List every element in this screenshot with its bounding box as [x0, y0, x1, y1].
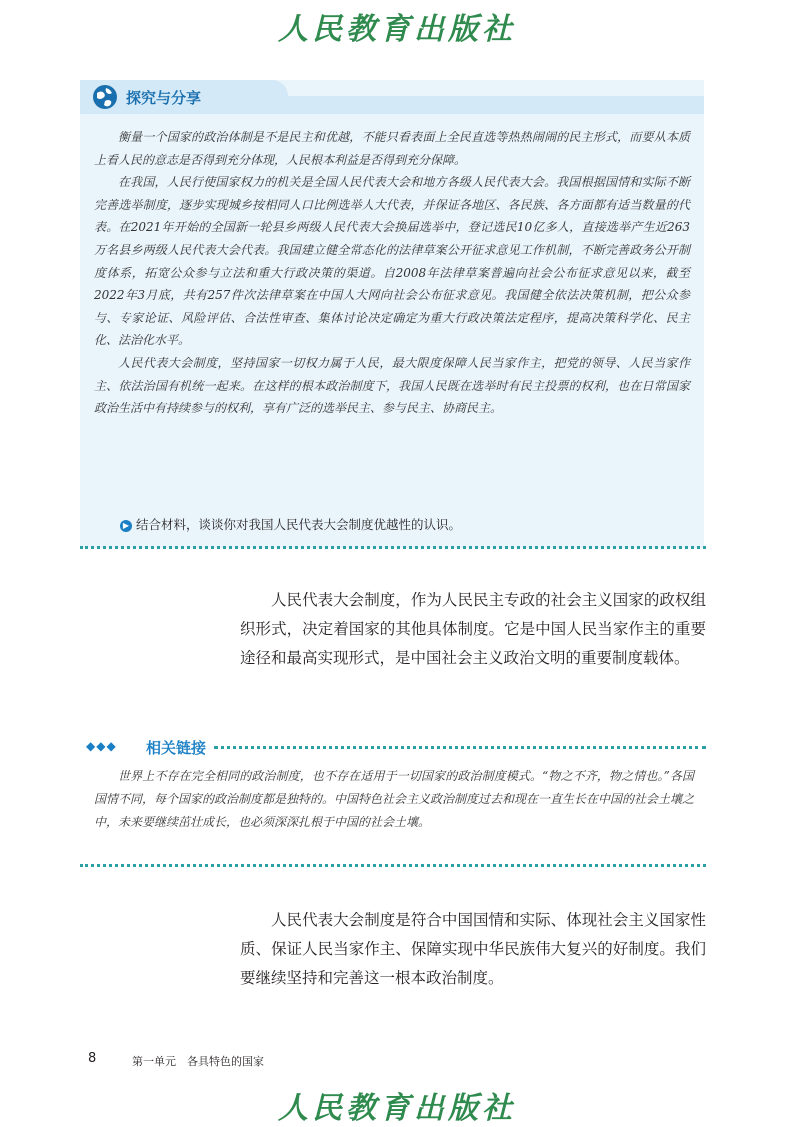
- related-link-divider: [80, 864, 706, 867]
- main-paragraph-1: [240, 586, 706, 673]
- publisher-logo-bottom: 人民教育出版社: [278, 1091, 516, 1126]
- explore-paragraph: 衡量一个国家的政治体制是不是民主和优越，不能只看表面上全民直选等热热闹闹的民主形式，而要从本质上看人民的意志是否得到充分体现，人民根本利益是否得到充分保障。: [94, 130, 690, 167]
- explore-share-text: [94, 126, 690, 420]
- page-number: 8: [88, 1051, 97, 1066]
- unit-title: 第一单元 各具特色的国家: [132, 1055, 264, 1068]
- main-paragraph-1-text: 人民代表大会制度，作为人民民主专政的社会主义国家的政权组织形式，决定着国家的其他具体制度。它是中国人民当家作主的重要途径和最高实现形式，是中国社会主义政治文明的重要制度载体。: [240, 591, 706, 667]
- explore-share-header-band: [288, 96, 704, 114]
- related-link-text: [94, 765, 694, 834]
- related-link-header-divider: [214, 746, 706, 749]
- explore-question-text: 结合材料，谈谈你对我国人民代表大会制度优越性的认识。: [136, 517, 462, 532]
- explore-question: [120, 515, 461, 533]
- explore-share-title: 探究与分享: [126, 89, 202, 107]
- globe-puzzle-icon: [92, 84, 118, 110]
- main-paragraph-2-text: 人民代表大会制度是符合中国国情和实际、体现社会主义国家性质、保证人民当家作主、保障实现中华民族伟大复兴的好制度。我们要继续坚持和完善这一根本政治制度。: [240, 911, 706, 987]
- diamond-bullets-icon: ◆◆◆: [86, 739, 117, 753]
- related-link-title: 相关链接: [146, 739, 207, 757]
- explore-paragraph: 人民代表大会制度，坚持国家一切权力属于人民，最大限度保障人民当家作主，把党的领导、人民当家作主、依法治国有机统一起来。在这样的根本政治制度下，我国人民既在选举时有民主投票的权利，也在日常国家政治生活中有持续参与的权利，享有广泛的选举民主、参与民主、协商民主。: [94, 355, 690, 416]
- arrow-right-icon: ▶: [120, 520, 132, 532]
- publisher-logo-top: 人民教育出版社: [278, 12, 516, 47]
- main-paragraph-2: [240, 906, 706, 993]
- related-link-paragraph: 世界上不存在完全相同的政治制度，也不存在适用于一切国家的政治制度模式。“物之不齐，物之情也。”各国国情不同，每个国家的政治制度都是独特的。中国特色社会主义政治制度过去和现在一直生长在中国的社会土壤之中，未来要继续茁壮成长，也必须深深扎根于中国的社会土壤。: [94, 769, 695, 829]
- explore-paragraph: 在我国，人民行使国家权力的机关是全国人民代表大会和地方各级人民代表大会。我国根据国情和实际不断完善选举制度，逐步实现城乡按相同人口比例选举人大代表，并保证各地区、各民族、各方面都有适当数量的代表。在2021年开始的全国新一轮县乡两级人民代表大会换届选举中，登记选民10亿多人，直接选举产生近263万名县乡两级人民代表大会代表。我国建立健全常态化的法律草案公开征求意见工作机制，不断完善政务公开制度体系，拓宽公众参与立法和重大行政决策的渠道。自2008年法律草案普遍向社会公布征求意见以来，截至2022年3月底，共有257件次法律草案在中国人大网向社会公布征求意见。我国健全依法决策机制，把公众参与、专家论证、风险评估、合法性审查、集体讨论决定确定为重大行政决策法定程序，提高决策科学化、民主化、法治化水平。: [94, 175, 690, 348]
- explore-divider: [80, 546, 706, 549]
